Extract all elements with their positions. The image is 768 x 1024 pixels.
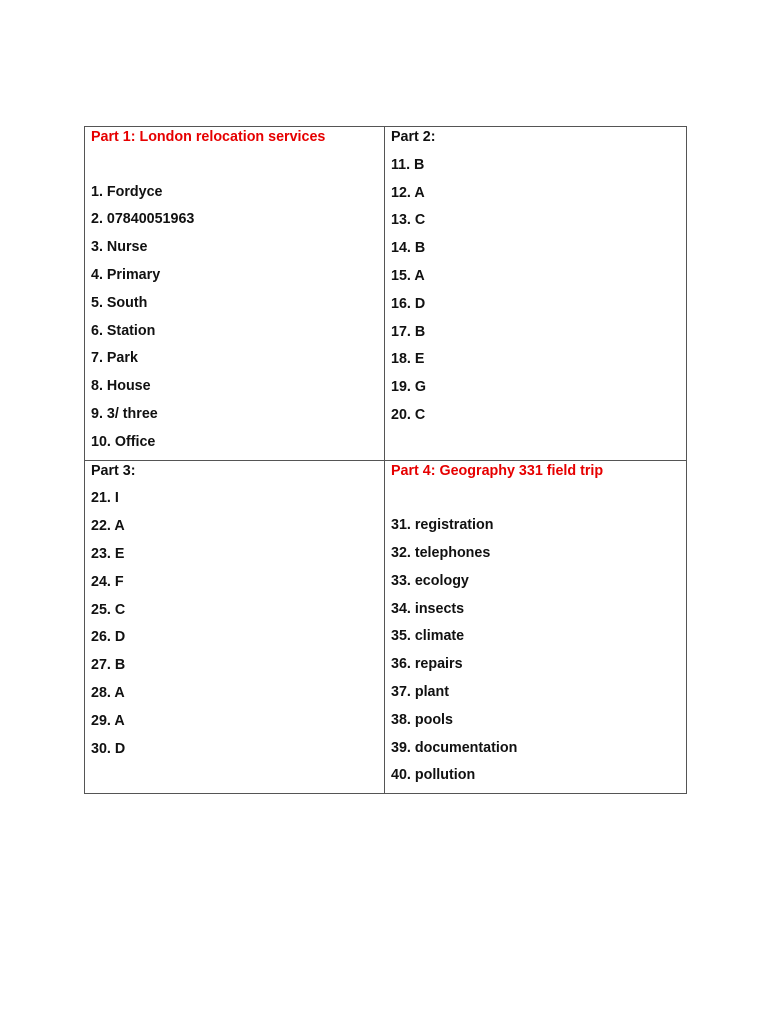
answer-item: 8. House — [91, 378, 151, 395]
answer-item: 23. E — [91, 545, 125, 562]
answer-item: 38. pools — [391, 711, 453, 728]
answer-item: 14. B — [391, 240, 426, 257]
answer-item: 22. A — [91, 518, 125, 535]
answer-item: 13. C — [391, 212, 426, 229]
part1-spacer — [91, 155, 378, 182]
answer-item: 27. B — [91, 657, 126, 674]
table-row — [85, 460, 687, 794]
table-row — [85, 127, 687, 461]
answer-item: 30. D — [91, 740, 126, 757]
answer-item: 36. repairs — [391, 656, 463, 673]
answer-item: 37. plant — [391, 683, 449, 700]
part1-heading: Part 1: London relocation services — [91, 129, 326, 145]
answer-item: 33. ecology — [391, 572, 469, 589]
part3-cell — [85, 460, 385, 794]
answer-item: 12. A — [391, 184, 425, 201]
part4-heading: Part 4: Geography 331 field trip — [391, 462, 604, 479]
answer-item: 40. pollution — [391, 767, 476, 784]
answer-item: 31. registration — [391, 517, 494, 534]
answer-item: 16. D — [391, 295, 426, 312]
answer-item: 20. C — [391, 406, 426, 423]
answer-item: 2. 07840051963 — [91, 211, 195, 228]
answer-item: 1. Fordyce — [91, 183, 163, 200]
answer-item: 5. South — [91, 294, 148, 311]
answer-item: 6. Station — [91, 322, 156, 339]
answer-item: 11. B — [391, 156, 425, 173]
part4-cell — [385, 460, 687, 794]
answer-item: 4. Primary — [91, 266, 161, 283]
answer-item: 15. A — [391, 267, 425, 284]
answer-item: 19. G — [391, 379, 426, 396]
part1-cell — [85, 127, 385, 461]
part4-spacer — [391, 488, 680, 515]
part2-cell — [385, 127, 687, 461]
answer-item: 3. Nurse — [91, 239, 148, 256]
answer-item: 39. documentation — [391, 739, 518, 756]
answer-item: 35. climate — [391, 628, 465, 645]
answer-item: 9. 3/ three — [91, 405, 158, 422]
answer-item: 25. C — [91, 601, 126, 618]
answer-item: 10. Office — [91, 433, 156, 450]
answer-item: 26. D — [91, 629, 126, 646]
answer-item: 18. E — [391, 351, 425, 368]
answer-item: 21. I — [91, 490, 119, 507]
answer-item: 29. A — [91, 712, 125, 729]
answer-item: 7. Park — [91, 350, 138, 367]
part3-heading: Part 3: — [91, 462, 136, 479]
answer-item: 17. B — [391, 323, 426, 340]
answer-key-table — [84, 126, 687, 794]
answer-item: 32. telephones — [391, 544, 491, 561]
part2-heading: Part 2: — [391, 129, 436, 145]
answer-item: 24. F — [91, 573, 124, 590]
answer-item: 28. A — [91, 684, 125, 701]
answer-item: 34. insects — [391, 600, 465, 617]
